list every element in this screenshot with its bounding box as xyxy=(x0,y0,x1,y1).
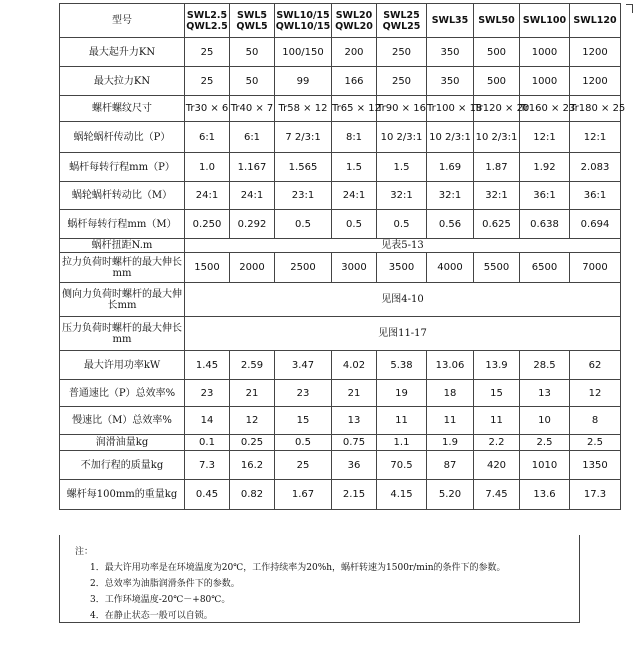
value-cell: 1010 xyxy=(520,451,570,480)
value-cell: 11 xyxy=(427,407,474,435)
value-cell: 21 xyxy=(230,380,275,407)
row-label: 拉力负荷时螺杆的最大伸长mm xyxy=(60,253,185,283)
value-cell: 0.5 xyxy=(377,210,427,239)
value-cell: 1.565 xyxy=(275,153,332,182)
value-cell: 1.0 xyxy=(185,153,230,182)
value-cell: 28.5 xyxy=(520,351,570,380)
value-cell: 1500 xyxy=(185,253,230,283)
header-model-cell xyxy=(520,4,570,38)
value-cell: 1000 xyxy=(520,38,570,67)
table-row xyxy=(60,480,621,510)
notes-section xyxy=(59,535,580,623)
value-cell: 13.6 xyxy=(520,480,570,510)
value-cell: 2.5 xyxy=(520,435,570,451)
value-cell: 2.2 xyxy=(474,435,520,451)
value-cell: 4.02 xyxy=(332,351,377,380)
value-cell: 10 2/3:1 xyxy=(377,122,427,153)
value-cell: 32:1 xyxy=(474,182,520,210)
row-label: 普通速比（P）总效率% xyxy=(60,380,185,407)
value-cell: 0.82 xyxy=(230,480,275,510)
value-cell: 0.625 xyxy=(474,210,520,239)
value-cell: 4.15 xyxy=(377,480,427,510)
row-label: 蜗杆每转行程mm（P） xyxy=(60,153,185,182)
value-cell: 19 xyxy=(377,380,427,407)
value-cell: 10 2/3:1 xyxy=(474,122,520,153)
value-cell: 1.92 xyxy=(520,153,570,182)
value-cell: 1.9 xyxy=(427,435,474,451)
value-cell: 23 xyxy=(275,380,332,407)
value-cell: 0.638 xyxy=(520,210,570,239)
header-model-line: SWL100 xyxy=(522,15,567,26)
table-row xyxy=(60,210,621,239)
value-cell: 1.5 xyxy=(332,153,377,182)
header-model-cell xyxy=(570,4,621,38)
value-cell: 0.5 xyxy=(275,210,332,239)
row-label: 慢速比（M）总效率% xyxy=(60,407,185,435)
value-cell: 17.3 xyxy=(570,480,621,510)
value-cell: 11 xyxy=(474,407,520,435)
value-cell: Tr180 × 25 xyxy=(570,96,621,122)
value-cell: 6:1 xyxy=(230,122,275,153)
value-cell: 250 xyxy=(377,38,427,67)
value-cell: Tr65 × 12 xyxy=(332,96,377,122)
header-model-cell xyxy=(474,4,520,38)
row-label: 螺杆螺纹尺寸 xyxy=(60,96,185,122)
value-cell: 23:1 xyxy=(275,182,332,210)
header-model-line: SWL35 xyxy=(431,15,469,26)
value-cell: 1.87 xyxy=(474,153,520,182)
value-cell: 0.56 xyxy=(427,210,474,239)
value-cell: 0.75 xyxy=(332,435,377,451)
value-cell: 0.250 xyxy=(185,210,230,239)
table-row xyxy=(60,122,621,153)
value-cell: 7.45 xyxy=(474,480,520,510)
value-cell: 2000 xyxy=(230,253,275,283)
value-cell: 4000 xyxy=(427,253,474,283)
notes-title: 注： xyxy=(75,547,94,557)
table-row xyxy=(60,283,621,317)
value-cell: 7 2/3:1 xyxy=(275,122,332,153)
row-label: 润滑油量kg xyxy=(60,435,185,451)
value-cell: 1.45 xyxy=(185,351,230,380)
value-cell: 13.9 xyxy=(474,351,520,380)
value-cell: 500 xyxy=(474,38,520,67)
value-cell: 2.5 xyxy=(570,435,621,451)
value-cell: Tr90 × 16 xyxy=(377,96,427,122)
value-cell: 24:1 xyxy=(185,182,230,210)
header-model-line: SWL50 xyxy=(478,15,515,26)
value-cell: 87 xyxy=(427,451,474,480)
value-cell: 1200 xyxy=(570,38,621,67)
note-item-4: 4．在静止状态一般可以自锁。 xyxy=(90,611,213,621)
value-cell: Tr58 × 12 xyxy=(275,96,332,122)
row-label: 蜗轮蜗杆转动比（M） xyxy=(60,182,185,210)
value-cell: 10 xyxy=(520,407,570,435)
value-cell: 6500 xyxy=(520,253,570,283)
value-cell: 2.59 xyxy=(230,351,275,380)
header-model-cell xyxy=(230,4,275,38)
value-cell: 36:1 xyxy=(520,182,570,210)
value-cell: Tr40 × 7 xyxy=(230,96,275,122)
value-cell: Tr30 × 6 xyxy=(185,96,230,122)
value-cell: 25 xyxy=(275,451,332,480)
row-label: 压力负荷时螺杆的最大伸长mm xyxy=(60,317,185,351)
value-cell: 36 xyxy=(332,451,377,480)
value-cell: 0.5 xyxy=(332,210,377,239)
table-row xyxy=(60,435,621,451)
row-label: 最大许用功率kW xyxy=(60,351,185,380)
value-cell: 32:1 xyxy=(427,182,474,210)
value-cell: 2.083 xyxy=(570,153,621,182)
value-cell: 2500 xyxy=(275,253,332,283)
value-cell: 2.15 xyxy=(332,480,377,510)
value-cell: 13 xyxy=(332,407,377,435)
header-model-line: SWL20 xyxy=(335,9,373,21)
value-cell: 12:1 xyxy=(520,122,570,153)
header-model-line: SWL2.5 xyxy=(186,9,228,21)
table-row xyxy=(60,451,621,480)
value-cell: 24:1 xyxy=(230,182,275,210)
header-model-line: QWL25 xyxy=(382,20,421,32)
value-cell: 166 xyxy=(332,67,377,96)
header-model-line: QWL10/15 xyxy=(275,20,331,32)
value-cell: 100/150 xyxy=(275,38,332,67)
row-label: 最大拉力KN xyxy=(60,67,185,96)
table-row xyxy=(60,38,621,67)
value-cell: 23 xyxy=(185,380,230,407)
value-cell: 1200 xyxy=(570,67,621,96)
table-row xyxy=(60,351,621,380)
row-label: 螺杆每100mm的重量kg xyxy=(60,480,185,510)
value-cell: 10 2/3:1 xyxy=(427,122,474,153)
note-item-3: 3．工作环境温度-20℃－+80℃。 xyxy=(90,595,231,605)
value-cell: Tr100 × 18 xyxy=(427,96,474,122)
table-row xyxy=(60,407,621,435)
span-cell: 见图11-17 xyxy=(185,317,621,351)
table-row xyxy=(60,253,621,283)
span-cell: 见图4-10 xyxy=(185,283,621,317)
value-cell: 7.3 xyxy=(185,451,230,480)
header-label-cell: 型号 xyxy=(60,4,185,38)
row-label: 侧向力负荷时螺杆的最大伸长mm xyxy=(60,283,185,317)
header-model-line: SWL120 xyxy=(573,15,617,26)
table-row xyxy=(60,239,621,253)
value-cell: 12:1 xyxy=(570,122,621,153)
value-cell: 0.694 xyxy=(570,210,621,239)
table-row xyxy=(60,67,621,96)
value-cell: 25 xyxy=(185,67,230,96)
value-cell: 50 xyxy=(230,67,275,96)
value-cell: 0.45 xyxy=(185,480,230,510)
page-corner-mark xyxy=(626,4,633,13)
header-model-line: SWL10/15 xyxy=(276,9,330,21)
value-cell: 350 xyxy=(427,38,474,67)
value-cell: 16.2 xyxy=(230,451,275,480)
value-cell: 7000 xyxy=(570,253,621,283)
value-cell: 15 xyxy=(275,407,332,435)
value-cell: 1.5 xyxy=(377,153,427,182)
value-cell: 99 xyxy=(275,67,332,96)
value-cell: 350 xyxy=(427,67,474,96)
header-model-line: SWL5 xyxy=(237,9,267,21)
header-model-cell xyxy=(275,4,332,38)
header-model-line: QWL5 xyxy=(236,20,268,32)
value-cell: 0.25 xyxy=(230,435,275,451)
header-model-line: SWL25 xyxy=(383,9,420,21)
value-cell: 36:1 xyxy=(570,182,621,210)
value-cell: 8 xyxy=(570,407,621,435)
spec-table xyxy=(59,3,626,510)
value-cell: 420 xyxy=(474,451,520,480)
value-cell: Tr160 × 23 xyxy=(520,96,570,122)
value-cell: 200 xyxy=(332,38,377,67)
value-cell: 50 xyxy=(230,38,275,67)
header-model-cell xyxy=(185,4,230,38)
value-cell: 18 xyxy=(427,380,474,407)
row-label: 蜗杆每转行程mm（M） xyxy=(60,210,185,239)
value-cell: 5.20 xyxy=(427,480,474,510)
value-cell: 32:1 xyxy=(377,182,427,210)
table-row xyxy=(60,317,621,351)
value-cell: 1350 xyxy=(570,451,621,480)
value-cell: 11 xyxy=(377,407,427,435)
value-cell: 70.5 xyxy=(377,451,427,480)
value-cell: 13.06 xyxy=(427,351,474,380)
value-cell: 0.5 xyxy=(275,435,332,451)
value-cell: 3500 xyxy=(377,253,427,283)
row-label: 蜗杆扭距N.m xyxy=(60,239,185,253)
table-row xyxy=(60,380,621,407)
table-row xyxy=(60,182,621,210)
value-cell: 12 xyxy=(230,407,275,435)
value-cell: Tr120 × 20 xyxy=(474,96,520,122)
value-cell: 15 xyxy=(474,380,520,407)
value-cell: 1000 xyxy=(520,67,570,96)
value-cell: 13 xyxy=(520,380,570,407)
value-cell: 3.47 xyxy=(275,351,332,380)
value-cell: 1.1 xyxy=(377,435,427,451)
value-cell: 250 xyxy=(377,67,427,96)
value-cell: 21 xyxy=(332,380,377,407)
header-model-cell xyxy=(332,4,377,38)
value-cell: 1.69 xyxy=(427,153,474,182)
header-model-cell xyxy=(377,4,427,38)
value-cell: 500 xyxy=(474,67,520,96)
value-cell: 6:1 xyxy=(185,122,230,153)
value-cell: 62 xyxy=(570,351,621,380)
value-cell: 0.292 xyxy=(230,210,275,239)
value-cell: 24:1 xyxy=(332,182,377,210)
header-row xyxy=(60,4,621,38)
note-item-1: 1．最大许用功率是在环境温度为20℃，工作持续率为20%h，蜗杆转速为1500r/min的条件下的参数。 xyxy=(90,563,506,573)
span-cell: 见表5-13 xyxy=(185,239,621,253)
value-cell: 0.1 xyxy=(185,435,230,451)
table-row xyxy=(60,96,621,122)
value-cell: 12 xyxy=(570,380,621,407)
value-cell: 5500 xyxy=(474,253,520,283)
value-cell: 5.38 xyxy=(377,351,427,380)
header-model-cell xyxy=(427,4,474,38)
table-row xyxy=(60,153,621,182)
value-cell: 1.167 xyxy=(230,153,275,182)
value-cell: 8:1 xyxy=(332,122,377,153)
value-cell: 25 xyxy=(185,38,230,67)
row-label: 不加行程的质量kg xyxy=(60,451,185,480)
note-item-2: 2．总效率为油脂润滑条件下的参数。 xyxy=(90,579,240,589)
header-model-line: QWL2.5 xyxy=(186,20,228,32)
value-cell: 14 xyxy=(185,407,230,435)
row-label: 蜗轮蜗杆传动比（P） xyxy=(60,122,185,153)
header-model-line: QWL20 xyxy=(335,20,373,32)
value-cell: 1.67 xyxy=(275,480,332,510)
row-label: 最大起升力KN xyxy=(60,38,185,67)
value-cell: 3000 xyxy=(332,253,377,283)
